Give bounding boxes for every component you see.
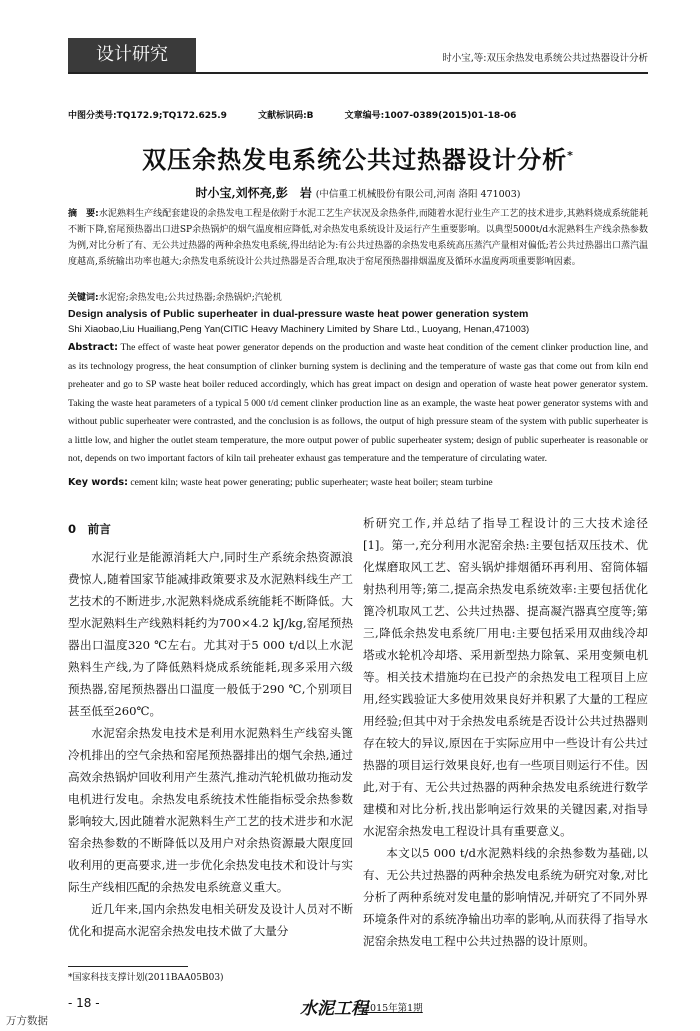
- journal-issue: 2015年第1期: [364, 1003, 423, 1014]
- keywords-en-label: Key words:: [68, 477, 128, 488]
- keywords-cn-label: 关键词:: [68, 293, 99, 303]
- body-paragraph: 析研究工作,并总结了指导工程设计的三大技术途径[1]。第一,充分利用水泥窑余热:主要包括双压技术、优化煤磨取风工艺、窑头锅炉排烟循环再利用、窑筒体辐射热利用等;第二,提高余热发电系统效率:主要包括优化篦冷机取风工艺、公共过热器、提高凝汽器真空度等;第三,降低余热发电系统厂用电:主要包括采用双曲线冷却塔或水轮机冷却塔、采用新型热力除氧、采用变频电机等。相关技术措施均在已投产的余热发电工程项目上应用,经实践验证大多使用效果良好并积累了大量的工程应用经验;但其中对于余热发电系统是否设计公共过热器则存在较大的异议,原因在于实际应用中一些设计有公共过热器的项目运行效果良好,也有一些项目则运行不佳。因此,对于有、无公共过热器的两种余热发电系统进行数学建模和对比分析,找出影响运行效果的关键因素,对指导水泥窑余热发电工程设计具有重要意义。: [363, 516, 648, 838]
- journal-logo: 水泥工程: [300, 999, 368, 1019]
- english-title: Design analysis of Public superheater in dual-pressure waste heat power generation system: [68, 308, 529, 320]
- english-authors: Shi Xiaobao,Liu Huailiang,Peng Yan(CITIC Heavy Machinery Limited by Share Ltd., Luoyang, Henan,471003): [68, 324, 530, 335]
- abstract-cn-label: 摘 要:: [68, 209, 99, 219]
- header-rule: [68, 72, 648, 74]
- body-paragraph: 水泥窑余热发电技术是利用水泥熟料生产线窑头篦冷机排出的空气余热和窑尾预热器排出的烟气余热,通过高效余热锅炉回收利用产生蒸汽,推动汽轮机做功拖动发电机进行发电。余热发电系统技术性能指标受余热参数影响较大,因此随着水泥熟料生产工艺的技术进步和水泥窑余热参数的不断降低以及用户对余热资源最大限度回收利用的更高要求,进一步优化余热发电技术和设计与实际生产线相匹配的余热发电系统意义重大。: [68, 726, 353, 894]
- keywords-cn-text: 水泥窑;余热发电;公共过热器;余热锅炉;汽轮机: [98, 293, 282, 303]
- body-right-column: [363, 512, 648, 952]
- clc-number: 中图分类号:TQ172.9;TQ172.625.9: [68, 111, 227, 121]
- abstract-cn: [68, 206, 648, 270]
- title-footnote-mark: *: [567, 149, 574, 162]
- authors: 时小宝,刘怀亮,彭 岩: [195, 186, 312, 200]
- abstract-en-text: The effect of waste heat power generator depends on the production and waste heat condition of the cement clinker production line, and as its technology progress, the heat consumption of clinker burning system is declining and the temperature of waste gas that come out from kiln end preheater and go to SP waste heat boiler reduced accordingly, which has great impact on design and operation of waste heat power generator system. Taking the waste heat parameters of a typical 5 000 t/d cement clinker production line as an example, the waste heat power generator systems with and without public superheater were contrasted, and the conclusion is as follows, the output of high pressure steam of the system with public superheater is a little low, and higher the outlet steam temperature, the more output power of public superheater system; design of public superheater is reasonable or not, depends on two important factors of kiln tail preheater exhaust gas temperature and the temperature of circulating water.: [68, 342, 648, 464]
- abstract-cn-text: 水泥熟料生产线配套建设的余热发电工程是依附于水泥工艺生产状况及余热条件,而随着水泥行业生产工艺的技术进步,其熟料烧成系统能耗不断下降,窑尾预热器出口进SP余热锅炉的烟气温度相应降低,对余热发电系统设计及运行产生重要影响。以典型5000t/d水泥熟料生产线余热参数为例,对比分析了有、无公共过热器的两种余热发电系统,得出结论为:有公共过热器的余热发电系统高压蒸汽产量相对偏低;若公共过热器出口蒸汽温度越高,系统输出功率也越大;余热发电系统设计公共过热器是否合理,取决于窑尾预热器排烟温度及循环水温度两项重要影响因素。: [68, 209, 648, 267]
- paper-title: 双压余热发电系统公共过热器设计分析*: [142, 146, 574, 174]
- body-paragraph: 水泥行业是能源消耗大户,同时生产系统余热资源浪费惊人,随着国家节能减排政策要求及水泥熟料线生产工艺技术的不断进步,水泥熟料烧成系统能耗不断降低。大型水泥熟料生产线熟料耗约为700×4.2 kJ/kg,窑尾预热器出口温度320 ℃左右。尤其对于5 000 t/d以上水泥熟料生产线,为了降低熟料烧成系统能耗,现多采用六级预热器,窑尾预热器出口温度一般低于290 ℃,个别项目甚至低至260℃。: [68, 550, 353, 718]
- keywords-en-text: cement kiln; waste heat power generating; public superheater; waste heat boiler; steam turbine: [130, 477, 493, 488]
- document-code: 文献标识码:B: [258, 111, 314, 121]
- affiliation: (中信重工机械股份有限公司,河南 洛阳 471003): [315, 189, 521, 200]
- article-number: 文章编号:1007-0389(2015)01-18-06: [344, 111, 517, 121]
- page-number: - 18 -: [68, 996, 100, 1010]
- footnote-rule: [68, 966, 188, 967]
- body-paragraph: 本文以5 000 t/d水泥熟料线的余热参数为基础,以有、无公共过热器的两种余热发电系统为研究对象,对比分析了两种系统对发电量的影响情况,并研究了不同外界环境条件对的系统净输出功率的影响,从而获得了指导水泥窑余热发电工程中公共过热器的设计原则。: [363, 846, 648, 948]
- author-line: [68, 184, 648, 201]
- watermark: 万方数据: [6, 1015, 48, 1027]
- classification-row: [68, 108, 648, 121]
- funding-footnote: *国家科技支撑计划(2011BAA05B03): [68, 973, 224, 983]
- body-left-column: [68, 518, 353, 942]
- abstract-en-label: Abstract:: [68, 342, 118, 353]
- section-label: 设计研究: [68, 38, 196, 72]
- abstract-en: [68, 339, 648, 469]
- running-title: 时小宝,等:双压余热发电系统公共过热器设计分析: [442, 53, 648, 64]
- body-paragraph: 近几年来,国内余热发电相关研发及设计人员对不断优化和提高水泥窑余热发电技术做了大量分: [68, 902, 353, 938]
- keywords-en: [68, 474, 648, 493]
- keywords-cn: [68, 290, 648, 306]
- section-heading: 0 前言: [68, 522, 111, 536]
